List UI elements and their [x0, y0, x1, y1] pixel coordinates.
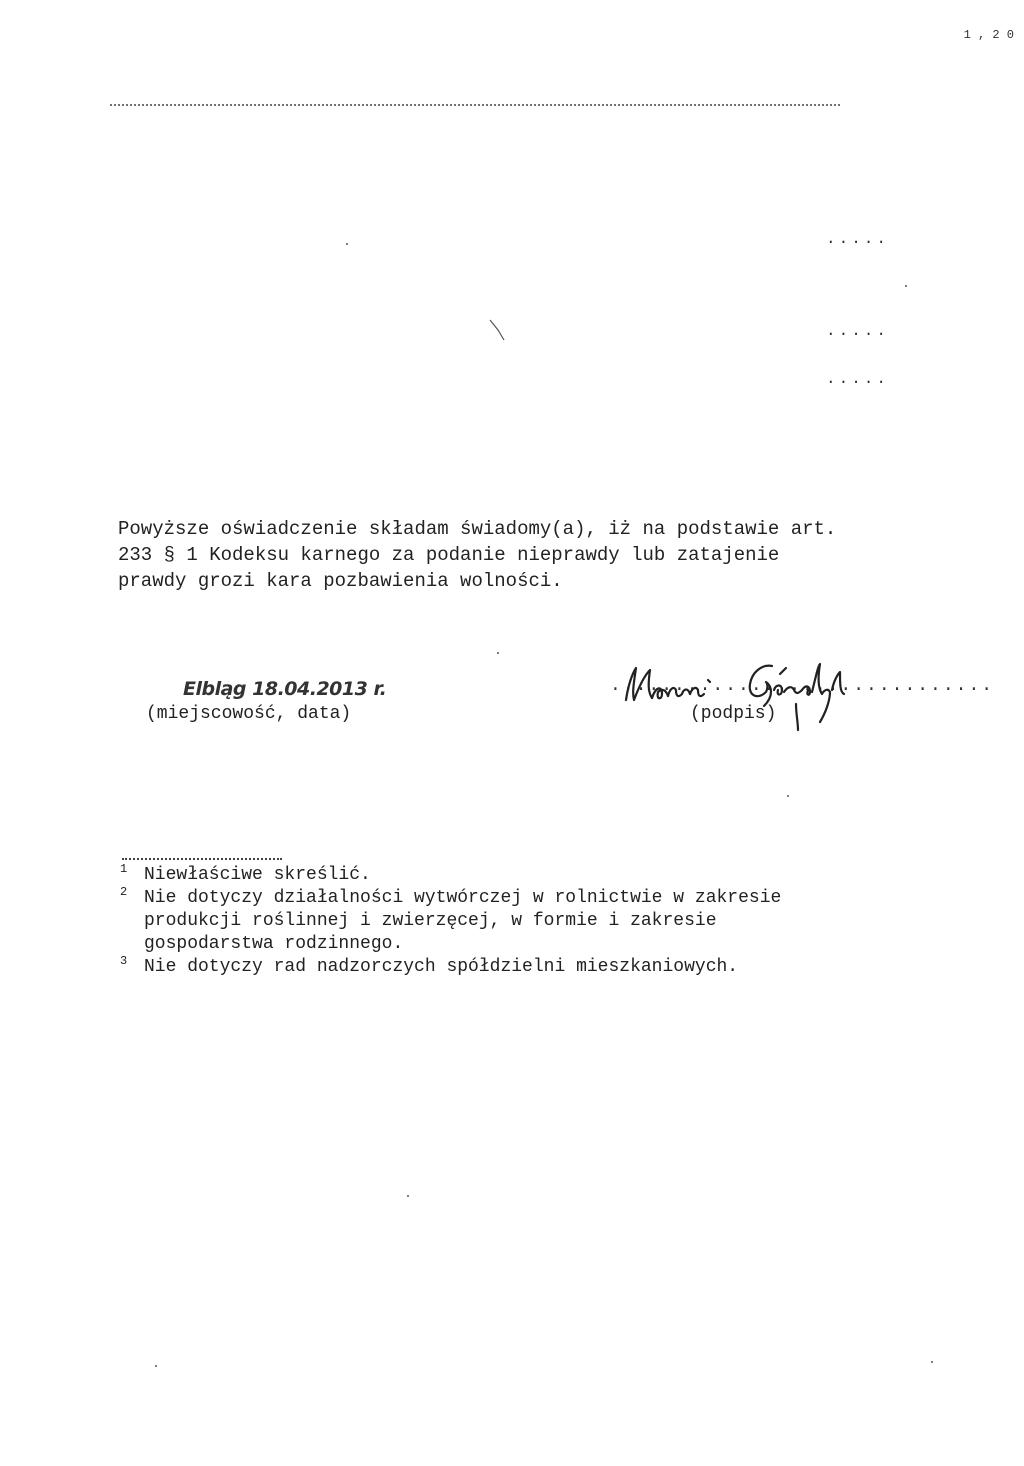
signature-label: (podpis): [690, 704, 777, 724]
placeholder-dots-1: .....: [826, 230, 890, 248]
scan-speck: [905, 285, 907, 287]
footnote-text: gospodarstwa rodzinnego.: [144, 934, 404, 954]
scan-speck: [787, 795, 789, 797]
handwritten-signature: [612, 656, 862, 736]
scan-speck: [497, 652, 499, 654]
footnote-marker: 2: [120, 885, 128, 899]
scan-speck: [931, 1361, 933, 1363]
footnote-2: [118, 887, 918, 956]
placeholder-dots-3: .....: [826, 370, 890, 388]
scan-speck: [407, 1195, 409, 1197]
footnotes: [118, 864, 918, 979]
place-date-value: Elbląg 18.04.2013 r.: [183, 678, 387, 700]
declaration-statement: [118, 516, 878, 594]
footnote-text: Nie dotyczy rad nadzorczych spółdzielni mieszkaniowych.: [144, 957, 739, 977]
corner-page-mark: 1 , 2 0: [963, 28, 1014, 42]
placeholder-dots-2: .....: [826, 322, 890, 340]
statement-line: prawdy grozi kara pozbawienia wolności.: [118, 570, 563, 592]
footnote-text: Niewłaściwe skreślić.: [144, 865, 371, 885]
footnote-text: Nie dotyczy działalności wytwórczej w rolnictwie w zakresie: [144, 888, 782, 908]
scan-speck: [155, 1365, 157, 1367]
footnote-3: [118, 956, 918, 979]
footnote-separator: [122, 858, 282, 860]
footnote-text: produkcji roślinnej i zwierzęcej, w formie i zakresie: [144, 911, 717, 931]
signature-dotted-line: ..............................: [610, 676, 995, 696]
place-date-label: (miejscowość, data): [146, 704, 352, 724]
footnote-1: [118, 864, 918, 887]
footnote-marker: 1: [120, 862, 128, 876]
statement-line: Powyższe oświadczenie składam świadomy(a), iż na podstawie art.: [118, 518, 837, 540]
scan-stroke: [488, 318, 508, 342]
scan-speck: [346, 243, 348, 245]
statement-line: 233 § 1 Kodeksu karnego za podanie nieprawdy lub zatajenie: [118, 544, 780, 566]
top-dotted-rule: [110, 104, 840, 106]
footnote-marker: 3: [120, 954, 128, 968]
